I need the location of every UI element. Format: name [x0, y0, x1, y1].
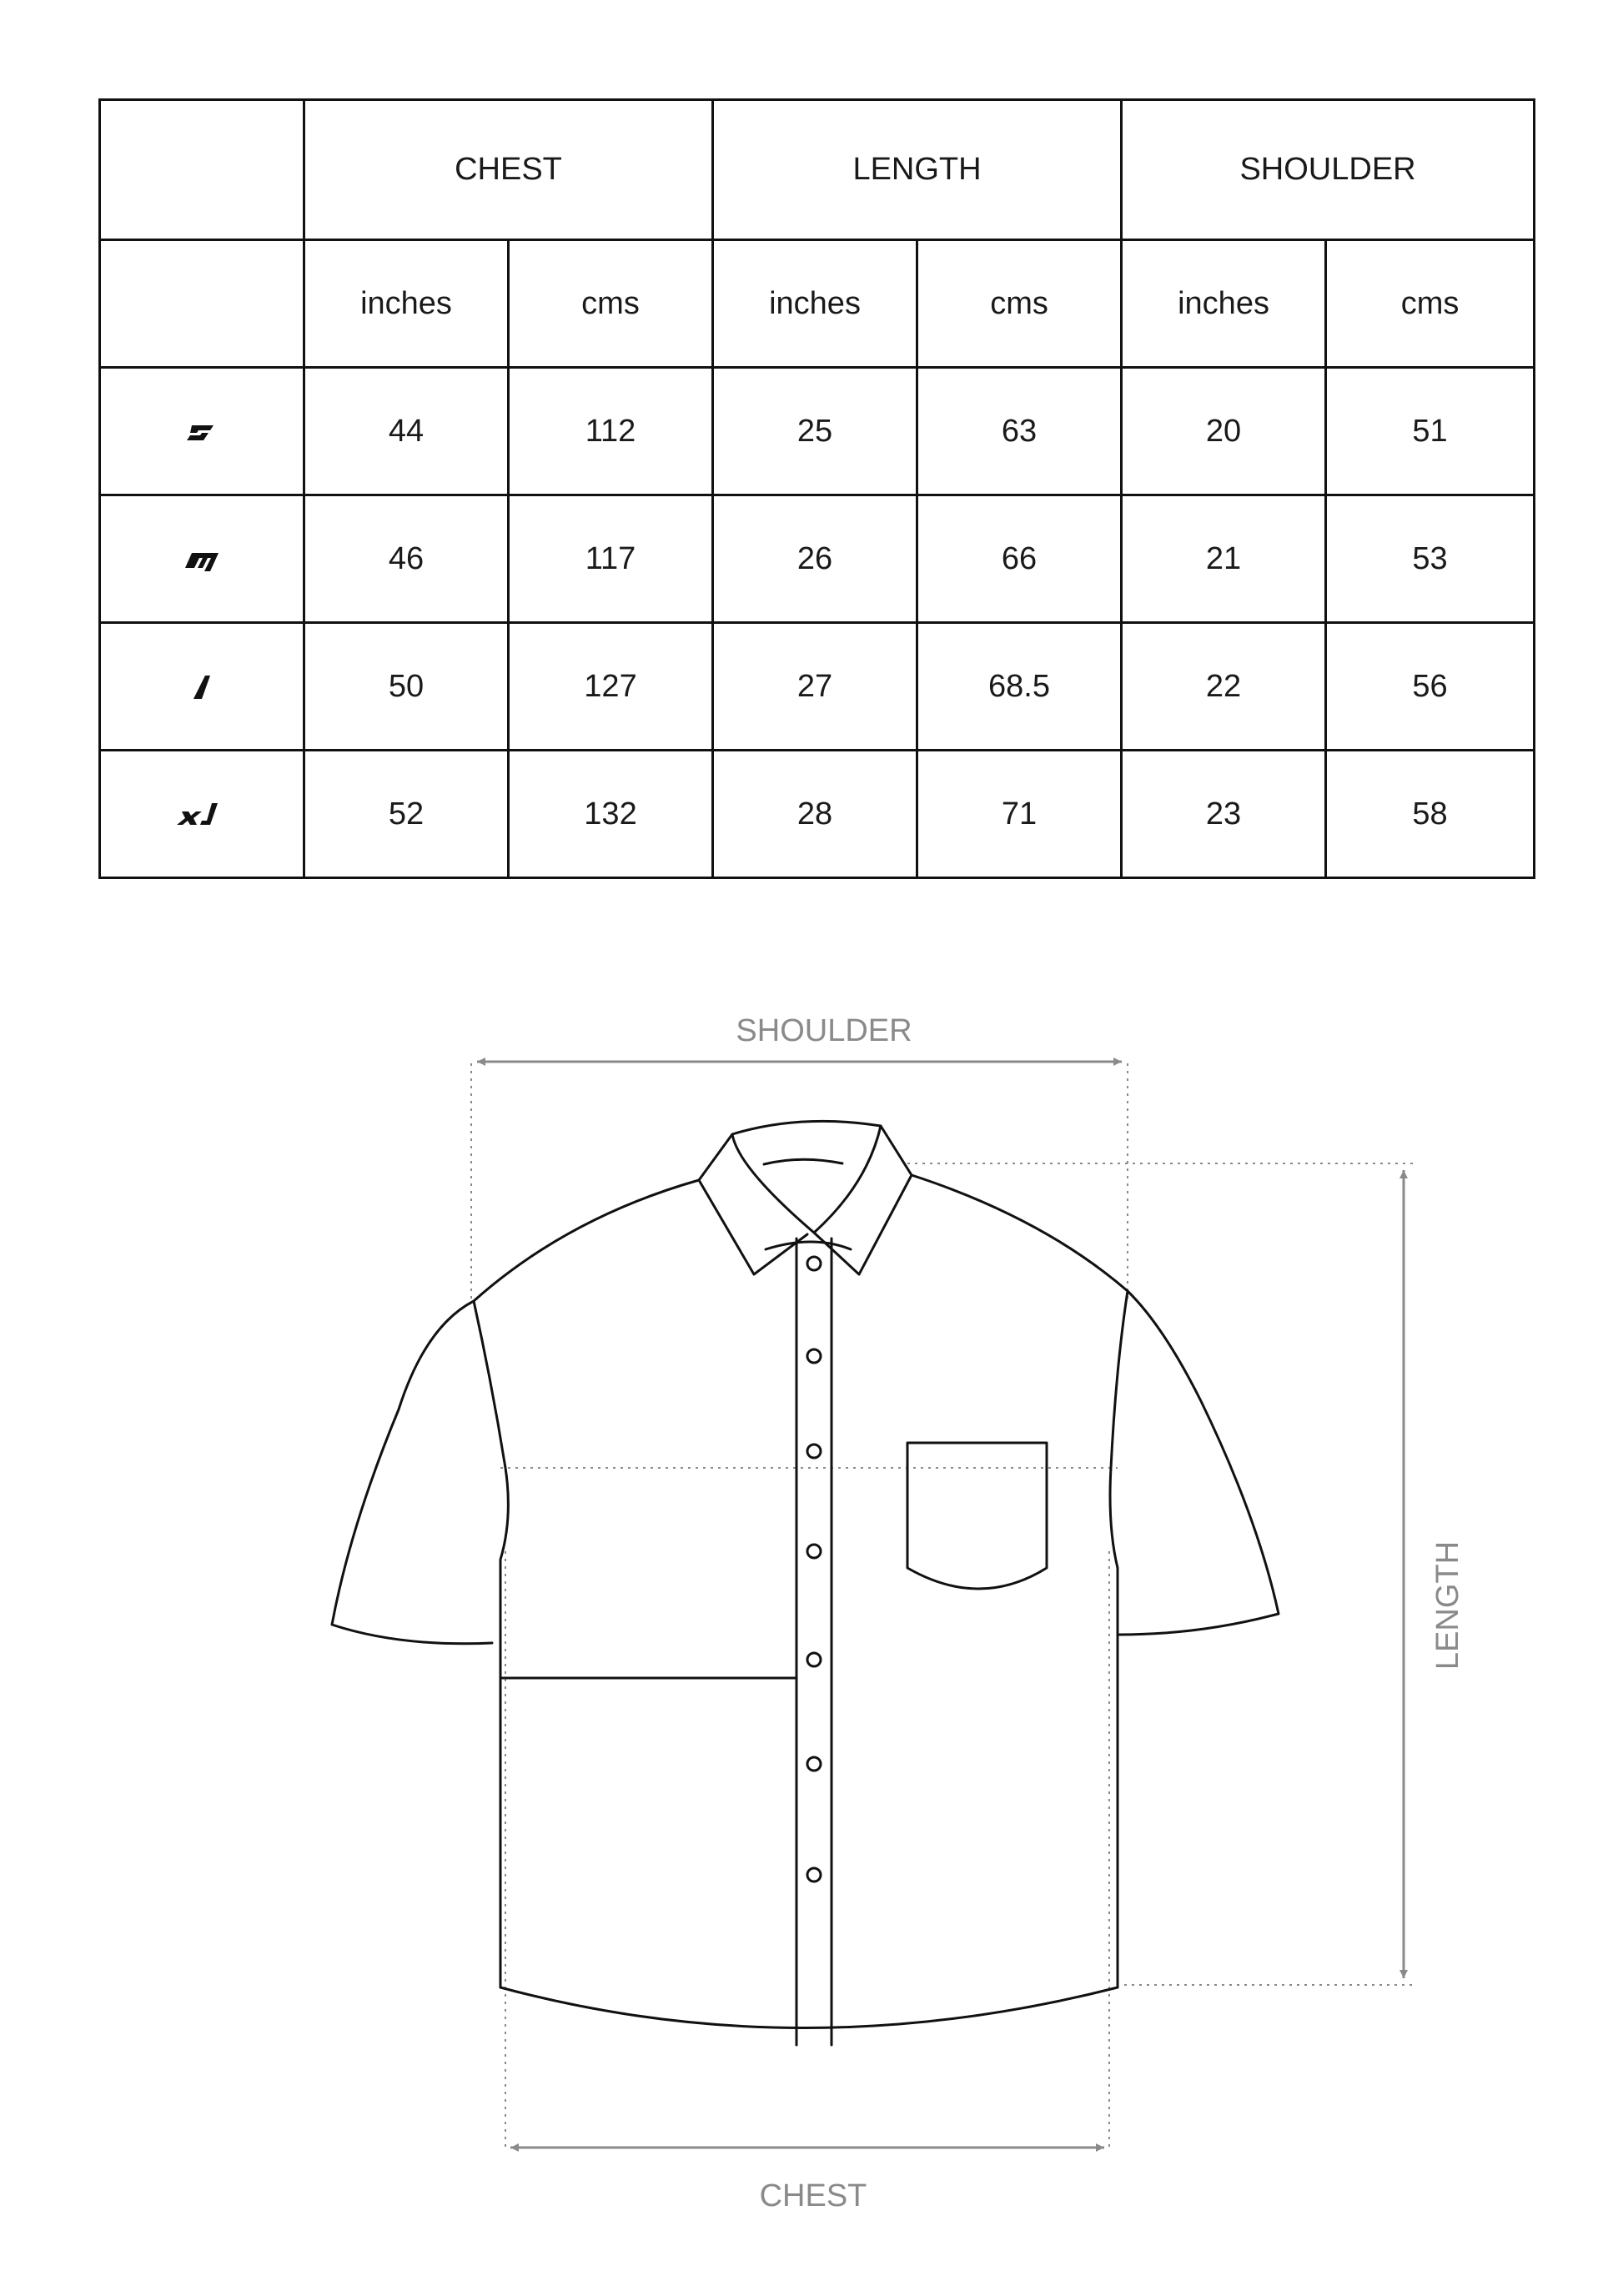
button-icon — [807, 1868, 821, 1882]
table-cell: 44 — [304, 368, 509, 495]
table-cell: 112 — [509, 368, 713, 495]
unit-cell: inches — [713, 240, 917, 368]
table-cell: 68.5 — [917, 623, 1122, 751]
unit-cell: inches — [1122, 240, 1326, 368]
table-cell: 51 — [1326, 368, 1535, 495]
table-cell: 20 — [1122, 368, 1326, 495]
shirt-outline — [332, 1121, 1279, 2045]
header-shoulder: SHOULDER — [1122, 100, 1535, 240]
table-cell: 21 — [1122, 495, 1326, 623]
table-cell: 66 — [917, 495, 1122, 623]
table-cell: 53 — [1326, 495, 1535, 623]
button-icon — [807, 1349, 821, 1363]
button-icon — [807, 1653, 821, 1666]
table-cell: 71 — [917, 751, 1122, 878]
table-cell: 52 — [304, 751, 509, 878]
shirt-buttons — [807, 1257, 821, 1882]
table-cell: 22 — [1122, 623, 1326, 751]
table-cell: 25 — [713, 368, 917, 495]
table-cell: 56 — [1326, 623, 1535, 751]
button-icon — [807, 1257, 821, 1270]
table-cell: 58 — [1326, 751, 1535, 878]
table-cell: 50 — [304, 623, 509, 751]
table-cell: 117 — [509, 495, 713, 623]
table-cell: 63 — [917, 368, 1122, 495]
button-icon — [807, 1757, 821, 1771]
table-cell: 132 — [509, 751, 713, 878]
unit-cell: cms — [917, 240, 1122, 368]
unit-cell: inches — [304, 240, 509, 368]
length-label: LENGTH — [1430, 1540, 1465, 1671]
shoulder-label: SHOULDER — [736, 1013, 912, 1048]
table-cell: 28 — [713, 751, 917, 878]
table-cell: 46 — [304, 495, 509, 623]
table-cell: 127 — [509, 623, 713, 751]
header-chest: CHEST — [304, 100, 713, 240]
button-icon — [807, 1545, 821, 1558]
table-cell: 26 — [713, 495, 917, 623]
button-icon — [807, 1444, 821, 1458]
chest-label: CHEST — [759, 2178, 867, 2213]
dimension-arrows — [477, 1062, 1404, 2148]
guide-lines — [471, 1063, 1414, 2148]
unit-cell: cms — [509, 240, 713, 368]
unit-cell: cms — [1326, 240, 1535, 368]
table-cell: 27 — [713, 623, 917, 751]
table-cell: 23 — [1122, 751, 1326, 878]
header-length: LENGTH — [713, 100, 1122, 240]
